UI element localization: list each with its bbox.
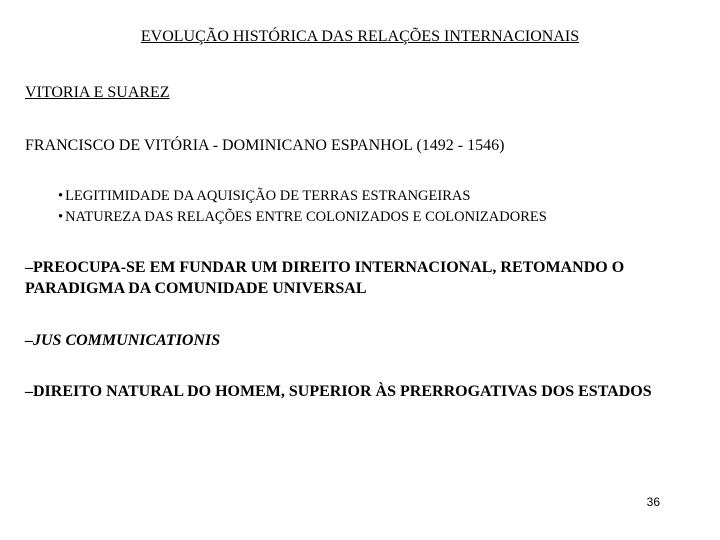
page-number: 36 xyxy=(646,495,660,509)
section-subtitle: VITORIA E SUAREZ xyxy=(25,84,170,101)
slide-title: EVOLUÇÃO HISTÓRICA DAS RELAÇÕES INTERNACIONAIS xyxy=(140,28,580,45)
bullet-text: LEGITIMIDADE DA AQUISIÇÃO DE TERRAS ESTRANGEIRAS xyxy=(65,188,471,204)
bullet-item xyxy=(58,186,547,207)
point-paragraph: –JUS COMMUNICATIONIS xyxy=(25,332,221,349)
bullet-list xyxy=(58,186,547,228)
author-line: FRANCISCO DE VITÓRIA - DOMINICANO ESPANHOL (1492 - 1546) xyxy=(25,137,505,154)
point-paragraph: –PREOCUPA-SE EM FUNDAR UM DIREITO INTERNACIONAL, RETOMANDO O PARADIGMA DA COMUNIDADE UNIVERSAL xyxy=(25,259,625,297)
bullet-text: NATUREZA DAS RELAÇÕES ENTRE COLONIZADOS E COLONIZADORES xyxy=(65,209,547,225)
bullet-icon: • xyxy=(58,209,64,225)
bullet-icon: • xyxy=(58,188,64,204)
point-paragraph: –DIREITO NATURAL DO HOMEM, SUPERIOR ÀS PRERROGATIVAS DOS ESTADOS xyxy=(25,383,652,400)
bullet-item xyxy=(58,207,547,228)
